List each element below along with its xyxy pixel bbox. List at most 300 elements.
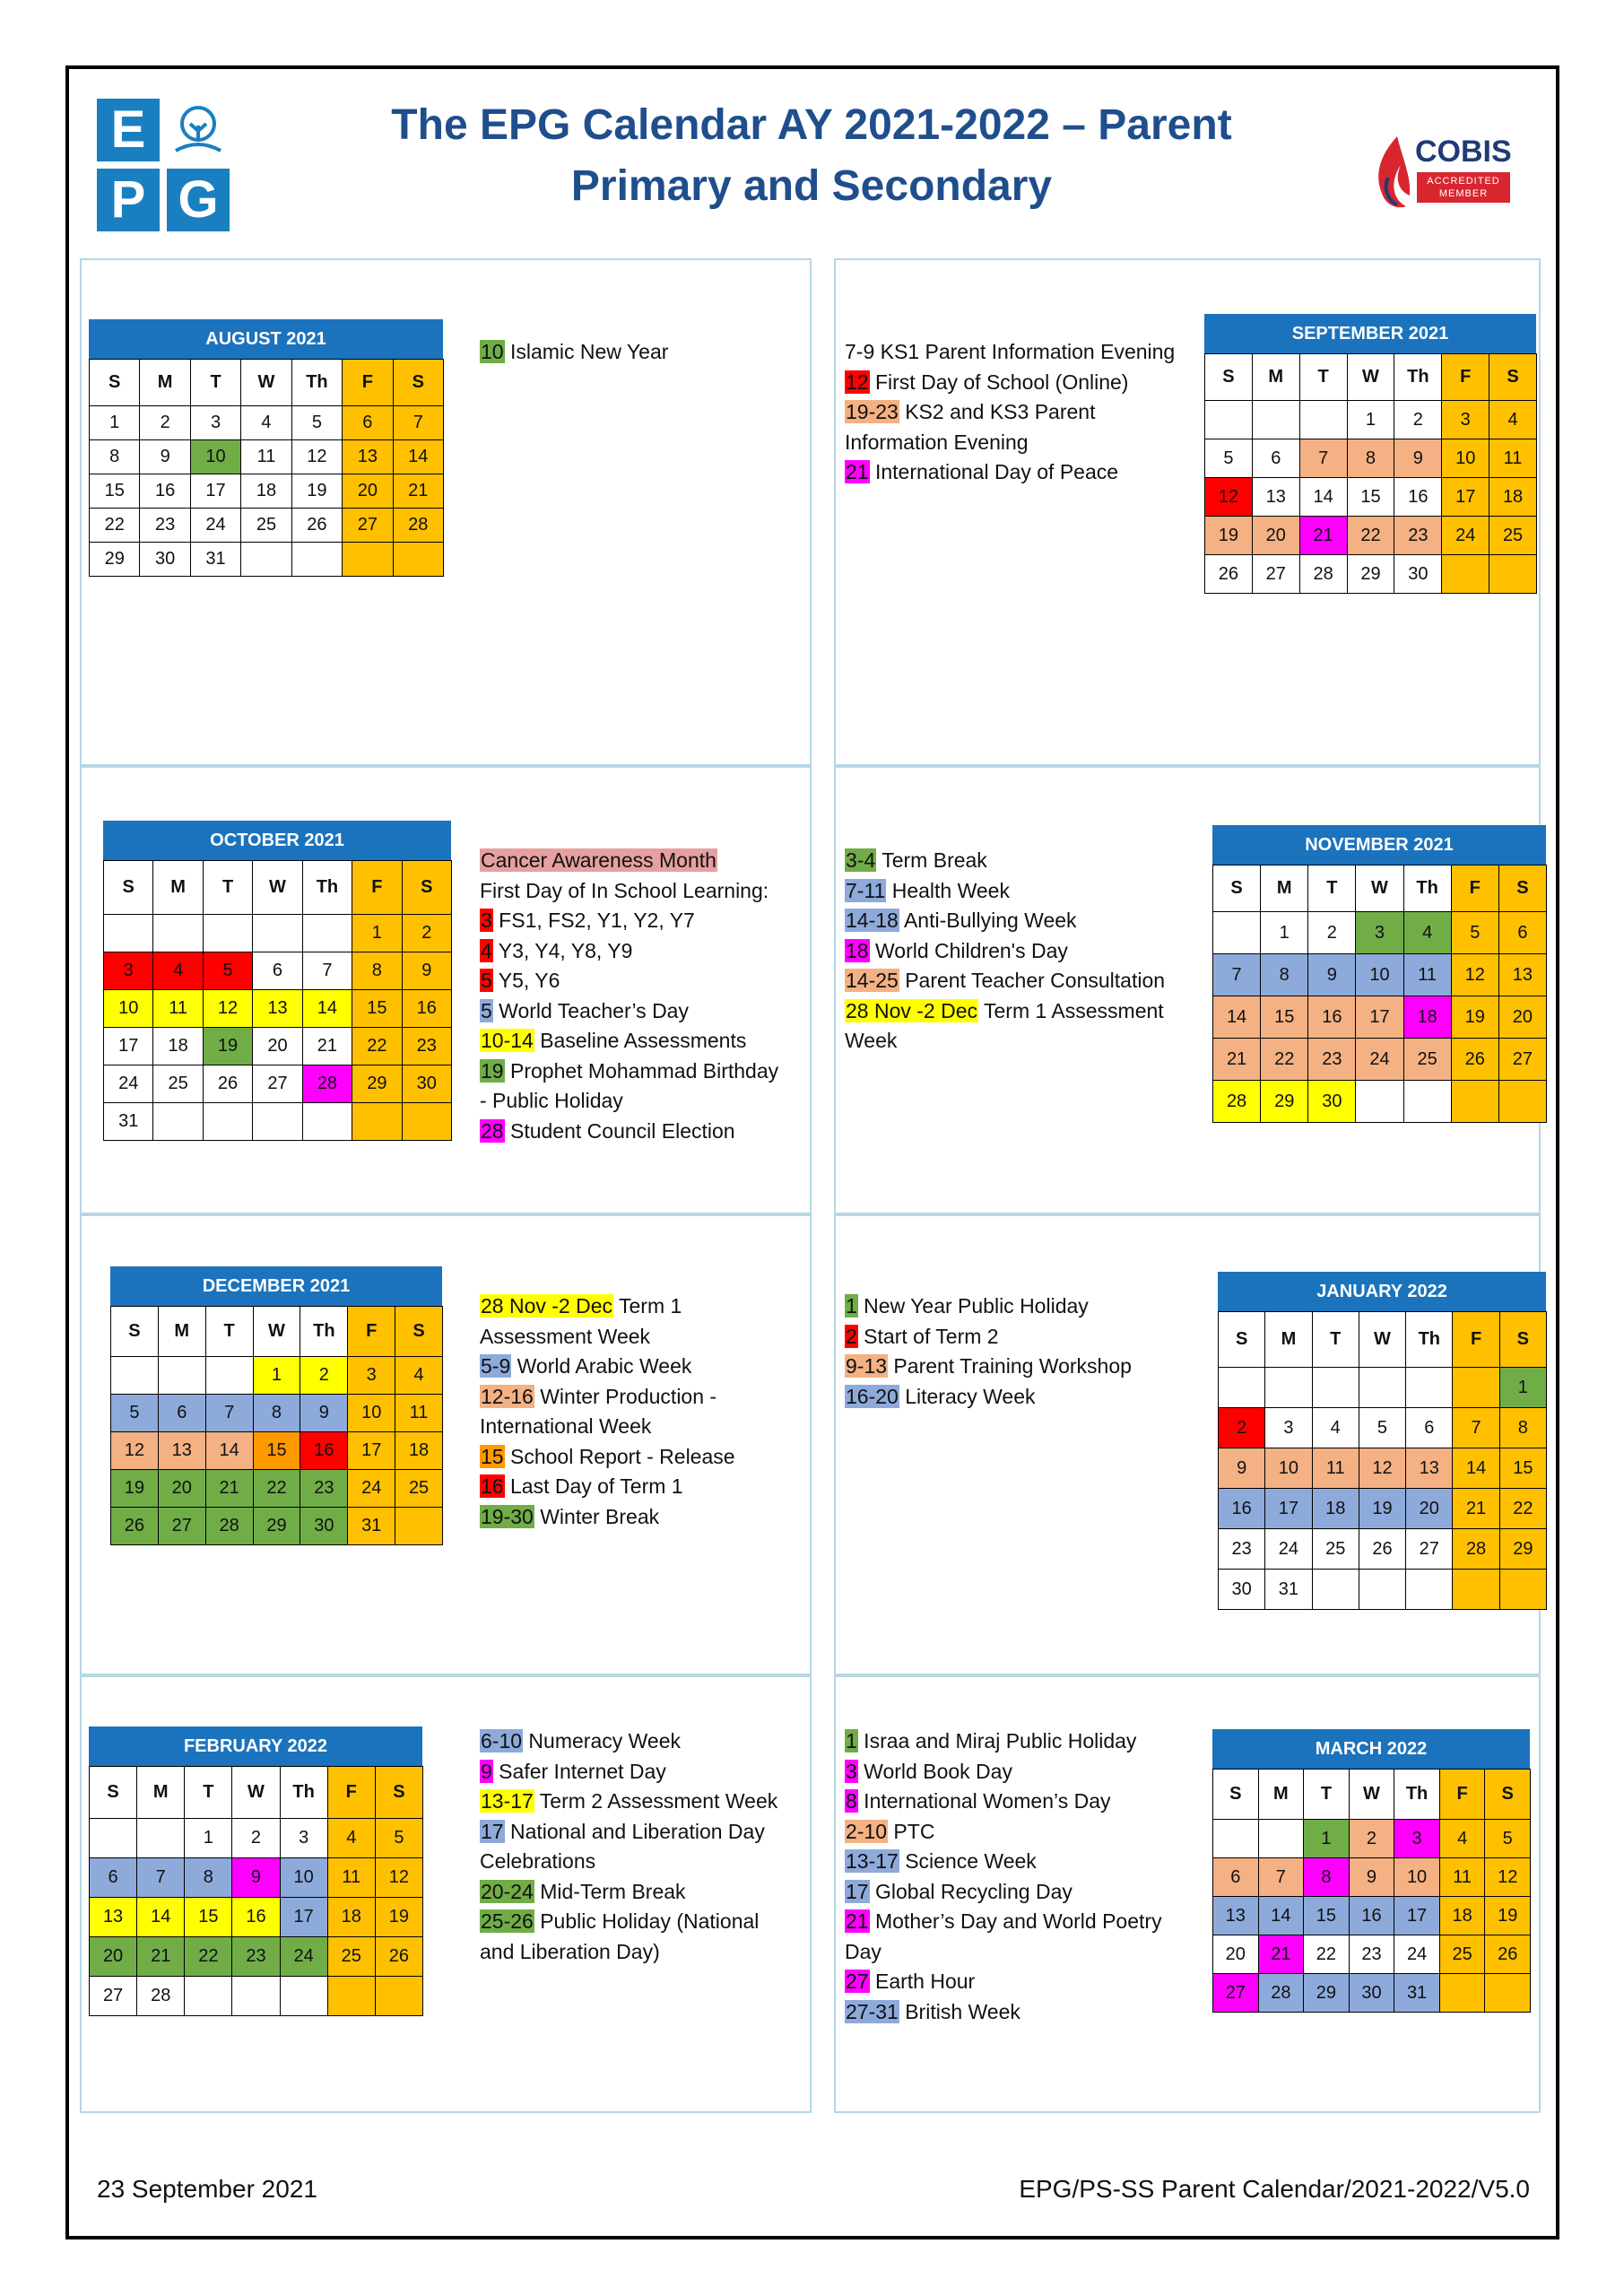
event-text: Term 1 Assessment Week bbox=[845, 998, 1164, 1052]
day-cell: 21 bbox=[1452, 1488, 1499, 1529]
day-cell: 28 bbox=[1212, 1080, 1261, 1123]
month-events bbox=[480, 1726, 785, 1967]
day-cell bbox=[103, 914, 153, 952]
day-cell bbox=[136, 1818, 185, 1858]
day-cell: 14 bbox=[1212, 996, 1261, 1039]
day-cell bbox=[1451, 1080, 1499, 1123]
event-item bbox=[480, 876, 785, 907]
day-cell: 13 bbox=[342, 439, 393, 474]
event-item bbox=[845, 1847, 1203, 1877]
day-cell: 6 bbox=[1212, 1857, 1259, 1897]
day-cell bbox=[1258, 1819, 1305, 1858]
day-cell: 25 bbox=[327, 1936, 376, 1977]
event-item bbox=[845, 1907, 1203, 1967]
day-cell bbox=[327, 1976, 376, 2016]
event-item bbox=[845, 966, 1203, 996]
day-cell: 24 bbox=[1355, 1038, 1403, 1081]
day-cell: 16 bbox=[1307, 996, 1356, 1039]
event-text: Y3, Y4, Y8, Y9 bbox=[492, 938, 633, 962]
logo-letter: P bbox=[97, 169, 160, 231]
day-cell: 20 bbox=[342, 474, 393, 509]
event-date-key: 7-11 bbox=[846, 878, 886, 902]
day-cell: 7 bbox=[1299, 439, 1348, 478]
day-cell: 29 bbox=[89, 542, 140, 577]
event-date-key: 16 bbox=[481, 1474, 504, 1498]
day-cell: 1 bbox=[89, 405, 140, 440]
day-cell: 20 bbox=[158, 1469, 206, 1508]
day-cell: 1 bbox=[1347, 400, 1395, 439]
day-cell: 4 bbox=[1312, 1407, 1359, 1448]
event-text: World Teacher’s Day bbox=[492, 998, 689, 1022]
day-cell: 16 bbox=[139, 474, 190, 509]
day-cell: 17 bbox=[347, 1431, 395, 1470]
day-cell: 31 bbox=[190, 542, 241, 577]
day-cell: 20 bbox=[1212, 1935, 1259, 1974]
day-cell: 22 bbox=[352, 1027, 402, 1065]
day-cell: 22 bbox=[1347, 516, 1395, 555]
day-cell: 18 bbox=[240, 474, 291, 509]
event-item bbox=[480, 1907, 785, 1967]
day-cell: 13 bbox=[1498, 953, 1547, 996]
day-cell bbox=[89, 1818, 137, 1858]
day-cell bbox=[1359, 1367, 1406, 1408]
day-cell: 8 bbox=[1347, 439, 1395, 478]
day-cell: 10 bbox=[280, 1857, 328, 1898]
day-cell bbox=[240, 542, 291, 577]
day-cell bbox=[1252, 400, 1300, 439]
day-cell: 31 bbox=[1394, 1973, 1440, 2013]
event-date-key: 3 bbox=[846, 1759, 857, 1783]
day-cell bbox=[395, 1507, 443, 1545]
weekday-header: S bbox=[1212, 865, 1261, 912]
day-cell: 26 bbox=[1204, 554, 1253, 594]
event-date-key: 10 bbox=[481, 340, 504, 363]
event-date-key: 20-24 bbox=[481, 1879, 534, 1903]
event-item bbox=[845, 846, 1203, 876]
day-cell: 29 bbox=[1347, 554, 1395, 594]
day-cell: 21 bbox=[393, 474, 444, 509]
weekday-header: Th bbox=[1403, 865, 1452, 912]
day-cell: 6 bbox=[342, 405, 393, 440]
event-date-key: 25-26 bbox=[481, 1909, 534, 1933]
day-cell bbox=[1355, 1080, 1403, 1123]
month-events bbox=[480, 846, 785, 1146]
event-item bbox=[480, 1292, 785, 1352]
day-cell: 22 bbox=[184, 1936, 232, 1977]
day-cell: 3 bbox=[280, 1818, 328, 1858]
event-text: First Day of In School Learning: bbox=[480, 878, 769, 902]
day-cell: 6 bbox=[1498, 911, 1547, 954]
event-date-key: 5 bbox=[481, 998, 492, 1022]
event-text: 7-9 KS1 Parent Information Evening bbox=[845, 340, 1176, 363]
event-date-key: 4 bbox=[481, 938, 492, 962]
month-events bbox=[480, 1292, 785, 1532]
weekday-header: S bbox=[1212, 1769, 1259, 1820]
day-cell: 20 bbox=[1405, 1488, 1453, 1529]
weekday-header: T bbox=[1312, 1311, 1359, 1368]
event-date-key: 27-31 bbox=[846, 1999, 899, 2023]
event-text: Winter Production - International Week bbox=[480, 1384, 717, 1438]
event-item bbox=[480, 1877, 785, 1908]
event-text: British Week bbox=[899, 1999, 1020, 2023]
day-cell: 9 bbox=[1307, 953, 1356, 996]
event-text: Baseline Assessments bbox=[534, 1029, 747, 1052]
day-cell: 17 bbox=[1264, 1488, 1312, 1529]
day-cell: 30 bbox=[402, 1065, 452, 1103]
day-cell bbox=[402, 1102, 452, 1141]
day-cell: 13 bbox=[252, 989, 302, 1028]
day-cell: 29 bbox=[352, 1065, 402, 1103]
day-cell: 3 bbox=[190, 405, 241, 440]
weekday-header: M bbox=[1252, 353, 1300, 401]
day-cell bbox=[1403, 1080, 1452, 1123]
event-text: Prophet Mohammad Birthday - Public Holiday bbox=[480, 1058, 779, 1112]
day-cell: 7 bbox=[393, 405, 444, 440]
day-cell: 13 bbox=[1405, 1448, 1453, 1489]
day-cell: 6 bbox=[1252, 439, 1300, 478]
event-date-key: 5-9 bbox=[481, 1354, 511, 1378]
day-cell: 28 bbox=[1299, 554, 1348, 594]
day-cell: 4 bbox=[395, 1356, 443, 1395]
day-cell: 5 bbox=[203, 952, 253, 990]
day-cell: 25 bbox=[1439, 1935, 1486, 1974]
month-events bbox=[480, 337, 785, 368]
day-cell: 21 bbox=[1258, 1935, 1305, 1974]
day-cell bbox=[1405, 1569, 1453, 1610]
day-cell: 10 bbox=[347, 1394, 395, 1432]
weekday-header: S bbox=[393, 359, 444, 406]
event-item bbox=[845, 1322, 1203, 1352]
event-text: Public Holiday (National and Liberation Day) bbox=[480, 1909, 760, 1963]
day-cell: 12 bbox=[203, 989, 253, 1028]
footer-doc-ref: EPG/PS-SS Parent Calendar/2021-2022/V5.0 bbox=[1019, 2175, 1530, 2203]
event-item bbox=[845, 876, 1203, 907]
event-date-key: 17 bbox=[846, 1879, 869, 1903]
event-date-key: 21 bbox=[846, 460, 869, 483]
day-cell: 4 bbox=[327, 1818, 376, 1858]
event-item bbox=[480, 1442, 785, 1473]
event-date-key: 19-30 bbox=[481, 1504, 534, 1528]
event-date-key: 28 bbox=[481, 1118, 504, 1143]
day-cell: 27 bbox=[252, 1065, 302, 1103]
day-cell: 26 bbox=[291, 508, 343, 543]
day-cell: 2 bbox=[139, 405, 190, 440]
weekday-header: T bbox=[1307, 865, 1356, 912]
day-cell: 18 bbox=[152, 1027, 203, 1065]
day-cell bbox=[203, 1102, 253, 1141]
event-date-key: 9 bbox=[481, 1759, 492, 1783]
event-item bbox=[845, 368, 1203, 398]
weekday-header: M bbox=[158, 1306, 206, 1357]
day-cell: 12 bbox=[375, 1857, 423, 1898]
day-cell: 23 bbox=[300, 1469, 348, 1508]
day-cell: 24 bbox=[1264, 1528, 1312, 1570]
day-cell: 8 bbox=[1499, 1407, 1547, 1448]
event-date-key: 15 bbox=[481, 1444, 504, 1468]
event-item bbox=[480, 1382, 785, 1442]
event-item bbox=[845, 457, 1203, 488]
event-item bbox=[480, 936, 785, 967]
event-date-key: 18 bbox=[846, 938, 869, 962]
day-cell: 20 bbox=[89, 1936, 137, 1977]
day-cell: 16 bbox=[1218, 1488, 1265, 1529]
day-cell: 28 bbox=[302, 1065, 352, 1103]
weekday-header: F bbox=[1452, 1311, 1499, 1368]
day-cell bbox=[1484, 1973, 1531, 2013]
day-cell: 3 bbox=[1264, 1407, 1312, 1448]
weekday-header: F bbox=[347, 1306, 395, 1357]
day-cell: 3 bbox=[1394, 1819, 1440, 1858]
month-events bbox=[845, 1726, 1203, 2027]
day-cell: 14 bbox=[393, 439, 444, 474]
cobis-logo bbox=[1370, 133, 1514, 212]
day-cell: 5 bbox=[110, 1394, 159, 1432]
day-cell: 25 bbox=[240, 508, 291, 543]
day-cell: 9 bbox=[139, 439, 190, 474]
day-cell: 9 bbox=[231, 1857, 280, 1898]
day-cell bbox=[280, 1976, 328, 2016]
day-cell: 17 bbox=[1355, 996, 1403, 1039]
day-cell: 19 bbox=[375, 1897, 423, 1937]
event-text: Anti-Bullying Week bbox=[899, 909, 1077, 932]
event-item bbox=[845, 1817, 1203, 1848]
day-cell: 18 bbox=[327, 1897, 376, 1937]
day-cell bbox=[184, 1976, 232, 2016]
event-text: Islamic New Year bbox=[504, 340, 669, 363]
day-cell: 7 bbox=[205, 1394, 254, 1432]
day-cell: 10 bbox=[1394, 1857, 1440, 1897]
day-cell: 17 bbox=[190, 474, 241, 509]
weekday-header: W bbox=[1347, 353, 1395, 401]
cobis-name: COBIS bbox=[1415, 135, 1512, 169]
day-cell: 8 bbox=[253, 1394, 301, 1432]
day-cell: 11 bbox=[1312, 1448, 1359, 1489]
day-cell: 25 bbox=[1312, 1528, 1359, 1570]
event-text: World Arabic Week bbox=[511, 1354, 692, 1378]
event-text: National and Liberation Day Celebrations bbox=[480, 1819, 765, 1873]
day-cell: 10 bbox=[1264, 1448, 1312, 1489]
day-cell: 3 bbox=[103, 952, 153, 990]
weekday-header: W bbox=[1349, 1769, 1395, 1820]
event-text: Numeracy Week bbox=[523, 1729, 682, 1752]
day-cell: 24 bbox=[103, 1065, 153, 1103]
event-text: Term 2 Assessment Week bbox=[534, 1789, 778, 1813]
day-cell: 6 bbox=[89, 1857, 137, 1898]
day-cell: 22 bbox=[1303, 1935, 1350, 1974]
month-title: JANUARY 2022 bbox=[1218, 1272, 1546, 1311]
day-cell: 26 bbox=[1484, 1935, 1531, 1974]
event-date-key: 10-14 bbox=[481, 1029, 534, 1052]
day-cell: 18 bbox=[1489, 477, 1537, 517]
weekday-header: W bbox=[231, 1766, 280, 1819]
day-cell bbox=[1312, 1367, 1359, 1408]
day-cell: 8 bbox=[184, 1857, 232, 1898]
event-date-key: 8 bbox=[846, 1789, 857, 1813]
day-cell: 27 bbox=[1405, 1528, 1453, 1570]
day-cell bbox=[231, 1976, 280, 2016]
day-cell: 18 bbox=[1439, 1896, 1486, 1935]
month-calendar bbox=[1204, 314, 1536, 593]
day-cell: 21 bbox=[1212, 1038, 1261, 1081]
event-text: Term 1 Assessment Week bbox=[480, 1294, 682, 1348]
day-cell: 30 bbox=[1307, 1080, 1356, 1123]
day-cell: 14 bbox=[1299, 477, 1348, 517]
day-cell: 31 bbox=[103, 1102, 153, 1141]
weekday-header: T bbox=[205, 1306, 254, 1357]
day-cell: 19 bbox=[1359, 1488, 1406, 1529]
day-cell: 28 bbox=[136, 1976, 185, 2016]
day-cell bbox=[158, 1356, 206, 1395]
day-cell: 16 bbox=[402, 989, 452, 1028]
day-cell bbox=[205, 1356, 254, 1395]
day-cell: 15 bbox=[253, 1431, 301, 1470]
day-cell: 31 bbox=[347, 1507, 395, 1545]
day-cell: 4 bbox=[1489, 400, 1537, 439]
event-text: World Book Day bbox=[857, 1759, 1012, 1783]
day-cell: 14 bbox=[205, 1431, 254, 1470]
day-cell: 19 bbox=[203, 1027, 253, 1065]
day-cell: 25 bbox=[395, 1469, 443, 1508]
event-text: Winter Break bbox=[534, 1504, 660, 1528]
month-title: NOVEMBER 2021 bbox=[1212, 825, 1546, 865]
weekday-header: F bbox=[1451, 865, 1499, 912]
day-cell: 9 bbox=[300, 1394, 348, 1432]
month-events bbox=[845, 846, 1203, 1057]
day-cell: 19 bbox=[1204, 516, 1253, 555]
day-cell: 27 bbox=[1252, 554, 1300, 594]
day-cell: 29 bbox=[1303, 1973, 1350, 2013]
day-cell bbox=[352, 1102, 402, 1141]
event-text: Earth Hour bbox=[869, 1970, 976, 1993]
day-cell: 24 bbox=[1441, 516, 1489, 555]
day-cell: 25 bbox=[152, 1065, 203, 1103]
day-cell: 6 bbox=[1405, 1407, 1453, 1448]
weekday-header: M bbox=[152, 860, 203, 915]
event-item bbox=[480, 1502, 785, 1533]
day-cell: 22 bbox=[253, 1469, 301, 1508]
weekday-header: W bbox=[240, 359, 291, 406]
weekday-header: S bbox=[103, 860, 153, 915]
day-cell: 4 bbox=[240, 405, 291, 440]
weekday-header: W bbox=[253, 1306, 301, 1357]
day-cell: 30 bbox=[300, 1507, 348, 1545]
logo-letter: E bbox=[97, 99, 160, 161]
day-cell: 13 bbox=[1252, 477, 1300, 517]
event-date-key: 2-10 bbox=[846, 1819, 888, 1843]
event-date-key: 21 bbox=[846, 1909, 869, 1933]
day-cell: 28 bbox=[205, 1507, 254, 1545]
day-cell: 15 bbox=[89, 474, 140, 509]
event-item bbox=[480, 1057, 785, 1117]
event-item bbox=[480, 1117, 785, 1147]
weekday-header: Th bbox=[1394, 1769, 1440, 1820]
day-cell: 25 bbox=[1489, 516, 1537, 555]
day-cell: 28 bbox=[1258, 1973, 1305, 2013]
day-cell bbox=[203, 914, 253, 952]
weekday-header: Th bbox=[1405, 1311, 1453, 1368]
day-cell bbox=[1452, 1367, 1499, 1408]
day-cell: 23 bbox=[1218, 1528, 1265, 1570]
weekday-header: M bbox=[1264, 1311, 1312, 1368]
day-cell: 17 bbox=[1394, 1896, 1440, 1935]
day-cell bbox=[291, 542, 343, 577]
day-cell: 17 bbox=[1441, 477, 1489, 517]
event-date-key: 2 bbox=[846, 1324, 857, 1348]
day-cell: 5 bbox=[1204, 439, 1253, 478]
day-cell: 19 bbox=[291, 474, 343, 509]
weekday-header: M bbox=[136, 1766, 185, 1819]
day-cell bbox=[1499, 1569, 1547, 1610]
day-cell: 20 bbox=[1498, 996, 1547, 1039]
event-date-key: Cancer Awareness Month bbox=[481, 848, 716, 872]
day-cell: 12 bbox=[1451, 953, 1499, 996]
event-item bbox=[845, 1877, 1203, 1908]
footer-date: 23 September 2021 bbox=[97, 2175, 317, 2203]
day-cell: 10 bbox=[1441, 439, 1489, 478]
event-item bbox=[480, 1787, 785, 1817]
day-cell: 14 bbox=[302, 989, 352, 1028]
day-cell: 12 bbox=[1359, 1448, 1406, 1489]
weekday-header: T bbox=[203, 860, 253, 915]
day-cell: 20 bbox=[1252, 516, 1300, 555]
event-text: Science Week bbox=[899, 1849, 1037, 1873]
day-cell bbox=[252, 914, 302, 952]
day-cell bbox=[1439, 1973, 1486, 2013]
day-cell bbox=[1212, 1819, 1259, 1858]
day-cell: 16 bbox=[1349, 1896, 1395, 1935]
day-cell: 19 bbox=[1451, 996, 1499, 1039]
event-date-key: 5 bbox=[481, 969, 492, 992]
day-cell bbox=[1452, 1569, 1499, 1610]
day-cell: 4 bbox=[1403, 911, 1452, 954]
weekday-header: T bbox=[190, 359, 241, 406]
event-date-key: 28 Nov -2 Dec bbox=[481, 1294, 613, 1318]
day-cell: 5 bbox=[375, 1818, 423, 1858]
day-cell: 22 bbox=[1260, 1038, 1308, 1081]
event-item bbox=[480, 996, 785, 1027]
day-cell: 24 bbox=[347, 1469, 395, 1508]
event-date-key: 9-13 bbox=[846, 1354, 888, 1378]
day-cell: 15 bbox=[1260, 996, 1308, 1039]
day-cell: 24 bbox=[190, 508, 241, 543]
day-cell: 28 bbox=[393, 508, 444, 543]
day-cell: 13 bbox=[1212, 1896, 1259, 1935]
day-cell: 5 bbox=[1451, 911, 1499, 954]
month-title: OCTOBER 2021 bbox=[103, 821, 451, 860]
event-text: New Year Public Holiday bbox=[857, 1294, 1089, 1318]
event-date-key: 6-10 bbox=[481, 1729, 523, 1752]
day-cell bbox=[1405, 1367, 1453, 1408]
day-cell: 12 bbox=[1484, 1857, 1531, 1897]
day-cell: 10 bbox=[190, 439, 241, 474]
page-subtitle: Primary and Secondary bbox=[570, 162, 1053, 210]
event-item bbox=[845, 1997, 1203, 2028]
month-calendar bbox=[89, 319, 443, 576]
day-cell: 15 bbox=[184, 1897, 232, 1937]
day-cell: 24 bbox=[280, 1936, 328, 1977]
day-cell: 16 bbox=[1394, 477, 1442, 517]
weekday-header: S bbox=[402, 860, 452, 915]
weekday-header: T bbox=[1303, 1769, 1350, 1820]
day-cell: 27 bbox=[342, 508, 393, 543]
day-cell: 16 bbox=[300, 1431, 348, 1470]
cobis-badge: ACCREDITED MEMBER bbox=[1417, 172, 1510, 203]
event-item bbox=[845, 936, 1203, 967]
tree-icon bbox=[167, 99, 230, 161]
event-date-key: 12 bbox=[846, 370, 869, 394]
day-cell: 7 bbox=[1258, 1857, 1305, 1897]
event-text: PTC bbox=[888, 1819, 935, 1843]
